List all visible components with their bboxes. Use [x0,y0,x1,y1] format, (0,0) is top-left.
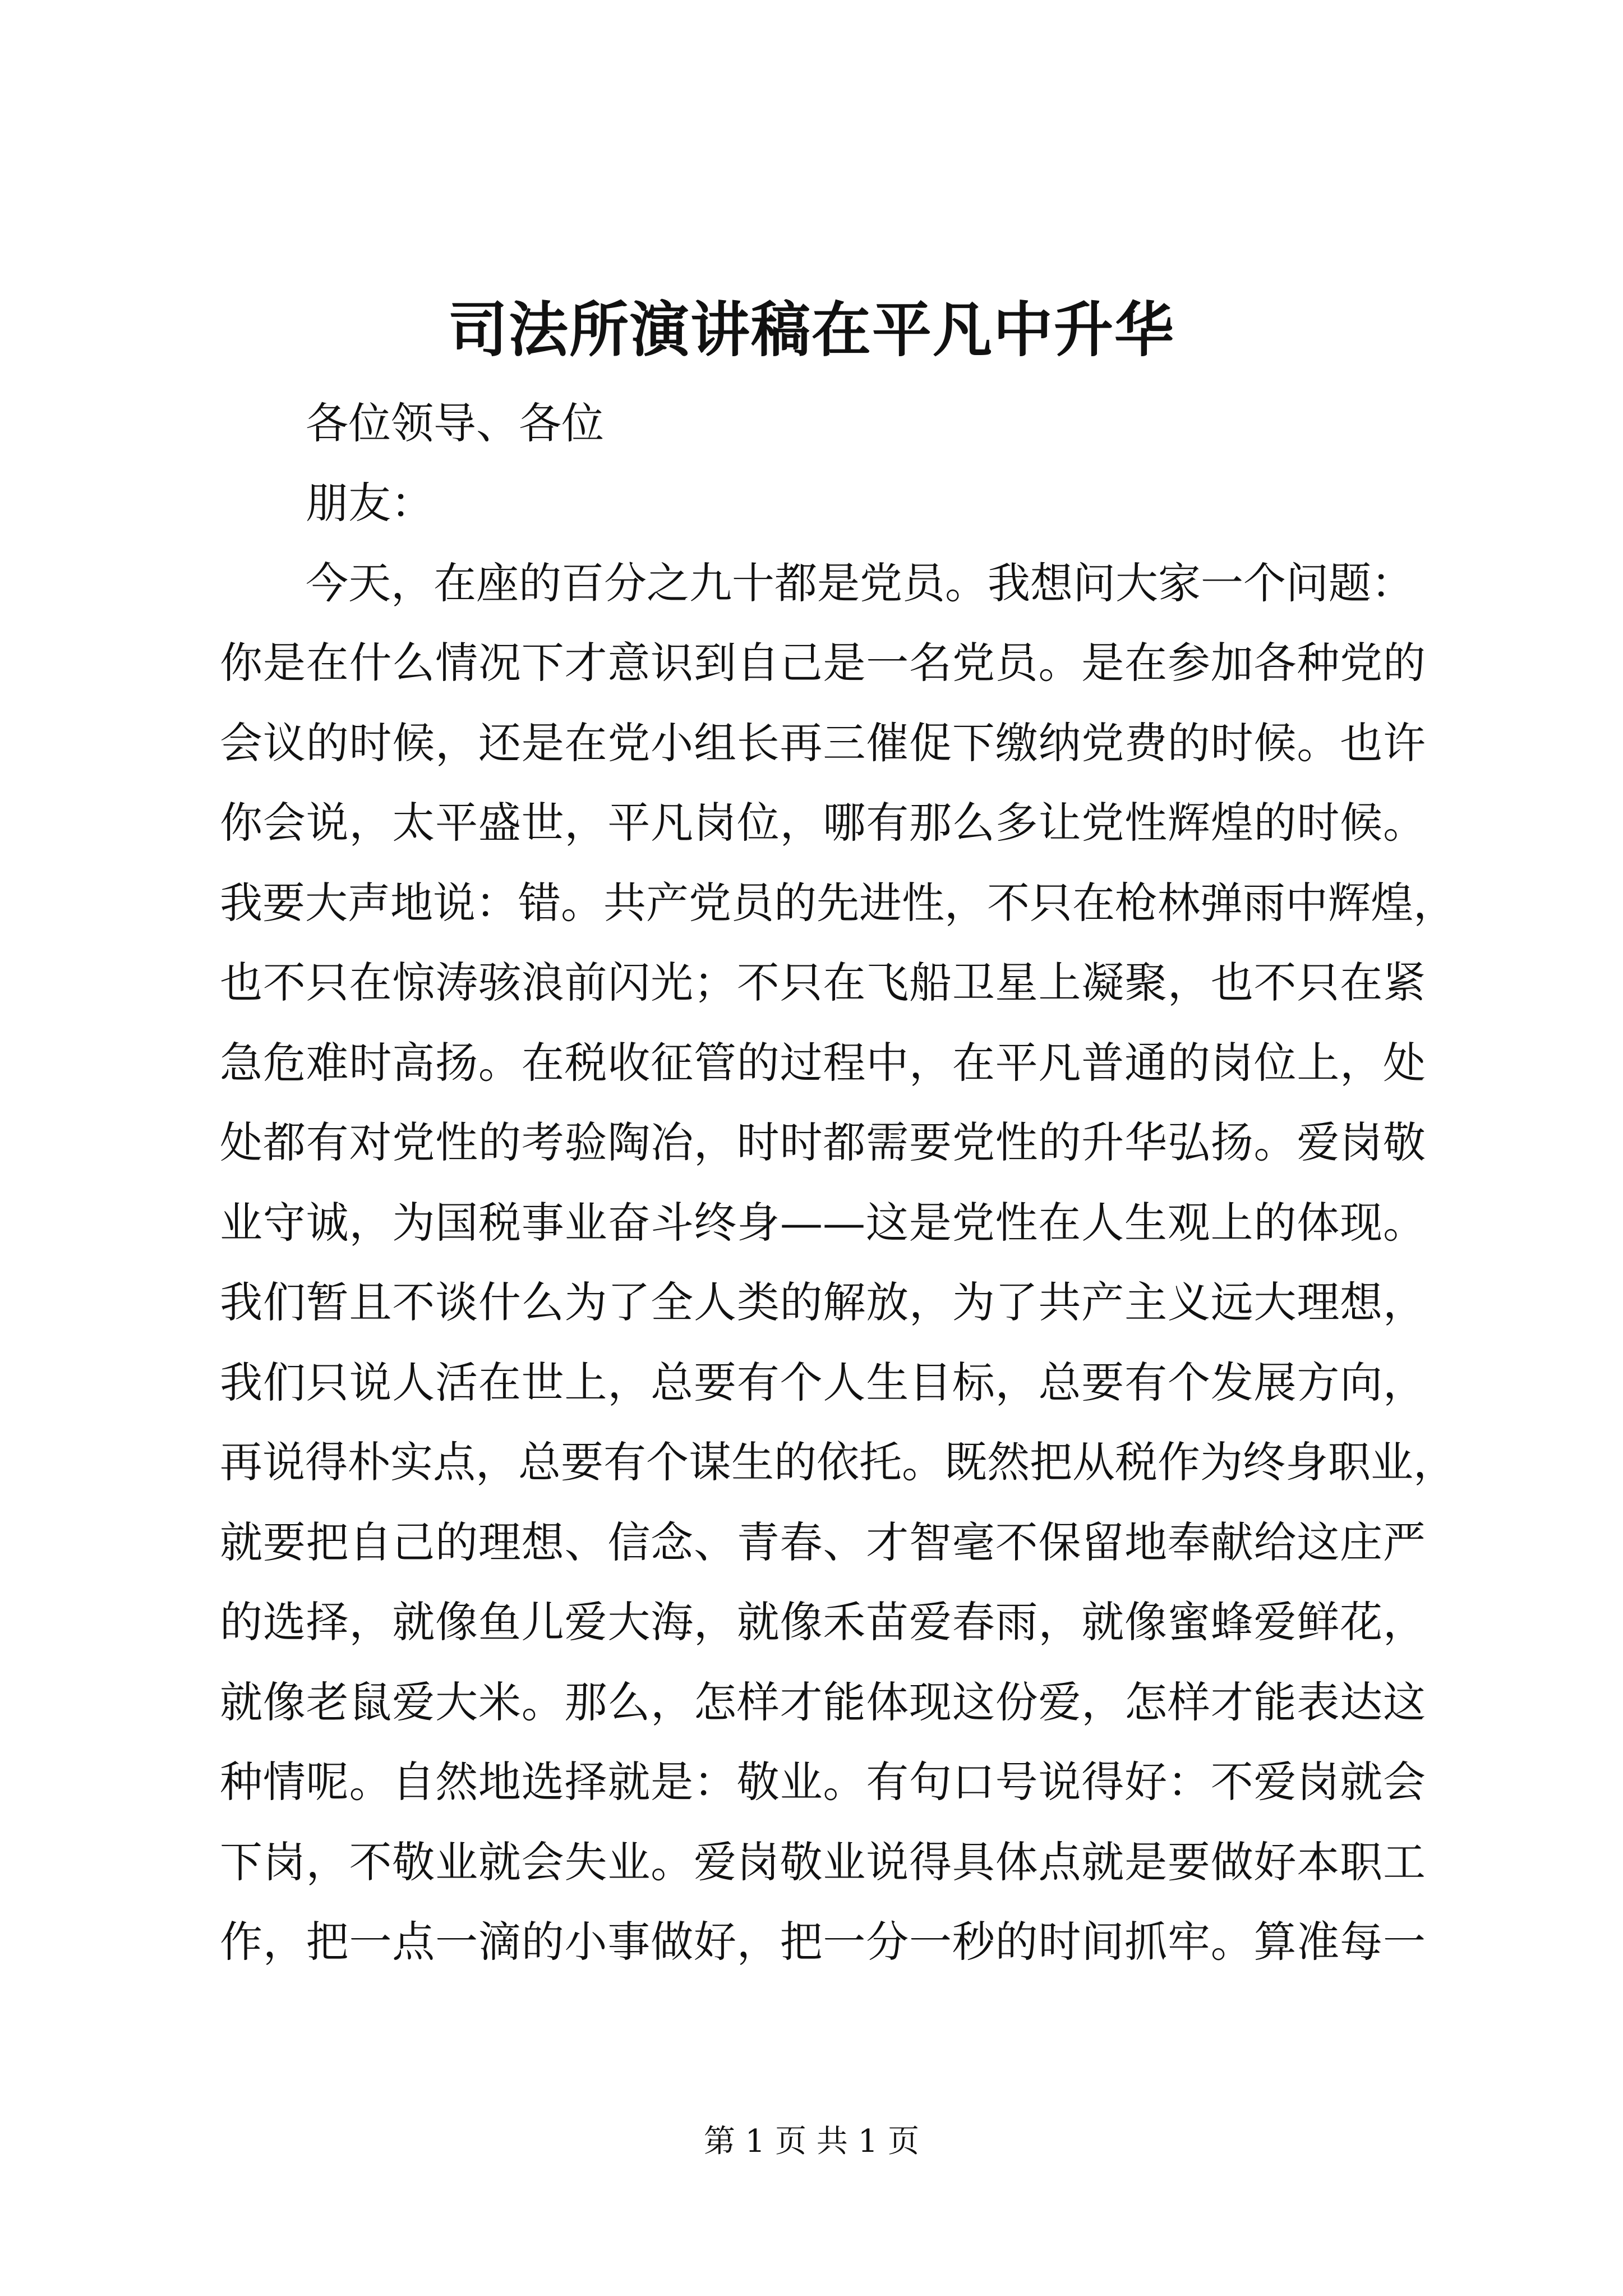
salutation-line: 朋友： [306,478,434,528]
paragraph-line: 下岗，不敬业就会失业。爱岗敬业说得具体点就是要做好本职工 [220,1837,1426,1887]
paragraph-line: 我们只说人活在世上，总要有个人生目标，总要有个发展方向， [220,1358,1426,1407]
paragraph-line: 作，把一点一滴的小事做好，把一分一秒的时间抓牢。算准每一 [220,1917,1426,1967]
document-title: 司法所演讲稿在平凡中升华 [448,295,1175,365]
paragraph-line: 种情呢。自然地选择就是：敬业。有句口号说得好：不爱岗就会 [220,1757,1426,1807]
paragraph-line: 再说得朴实点，总要有个谋生的依托。既然把从税作为终身职业， [220,1437,1456,1487]
paragraph-line: 也不只在惊涛骇浪前闪光；不只在飞船卫星上凝聚，也不只在紧 [220,958,1426,1007]
paragraph-first-line: 今天，在座的百分之九十都是党员。我想问大家一个问题： [306,558,1414,608]
salutation-line: 各位领导、各位 [306,398,604,448]
paragraph-line: 你会说，太平盛世，平凡岗位，哪有那么多让党性辉煌的时候。 [220,798,1426,848]
paragraph-line: 的选择，就像鱼儿爱大海，就像禾苗爱春雨，就像蜜蜂爱鲜花， [220,1597,1426,1647]
paragraph-line: 你是在什么情况下才意识到自己是一名党员。是在参加各种党的 [220,638,1426,688]
paragraph-line: 处都有对党性的考验陶冶，时时都需要党性的升华弘扬。爱岗敬 [220,1117,1426,1167]
paragraph-line: 业守诚，为国税事业奋斗终身——这是党性在人生观上的体现。 [220,1198,1426,1248]
paragraph-line: 就要把自己的理想、信念、青春、才智毫不保留地奉献给这庄严 [220,1517,1426,1567]
paragraph-line: 会议的时候，还是在党小组长再三催促下缴纳党费的时候。也许 [220,718,1426,768]
paragraph-line: 我们暂且不谈什么为了全人类的解放，为了共产主义远大理想， [220,1277,1426,1327]
paragraph-line: 就像老鼠爱大米。那么，怎样才能体现这份爱，怎样才能表达这 [220,1677,1426,1727]
paragraph-line: 我要大声地说：错。共产党员的先进性，不只在枪林弹雨中辉煌， [220,878,1456,928]
paragraph-line: 急危难时高扬。在税收征管的过程中，在平凡普通的岗位上，处 [220,1038,1426,1088]
page-footer: 第 1 页 共 1 页 [703,2123,920,2160]
